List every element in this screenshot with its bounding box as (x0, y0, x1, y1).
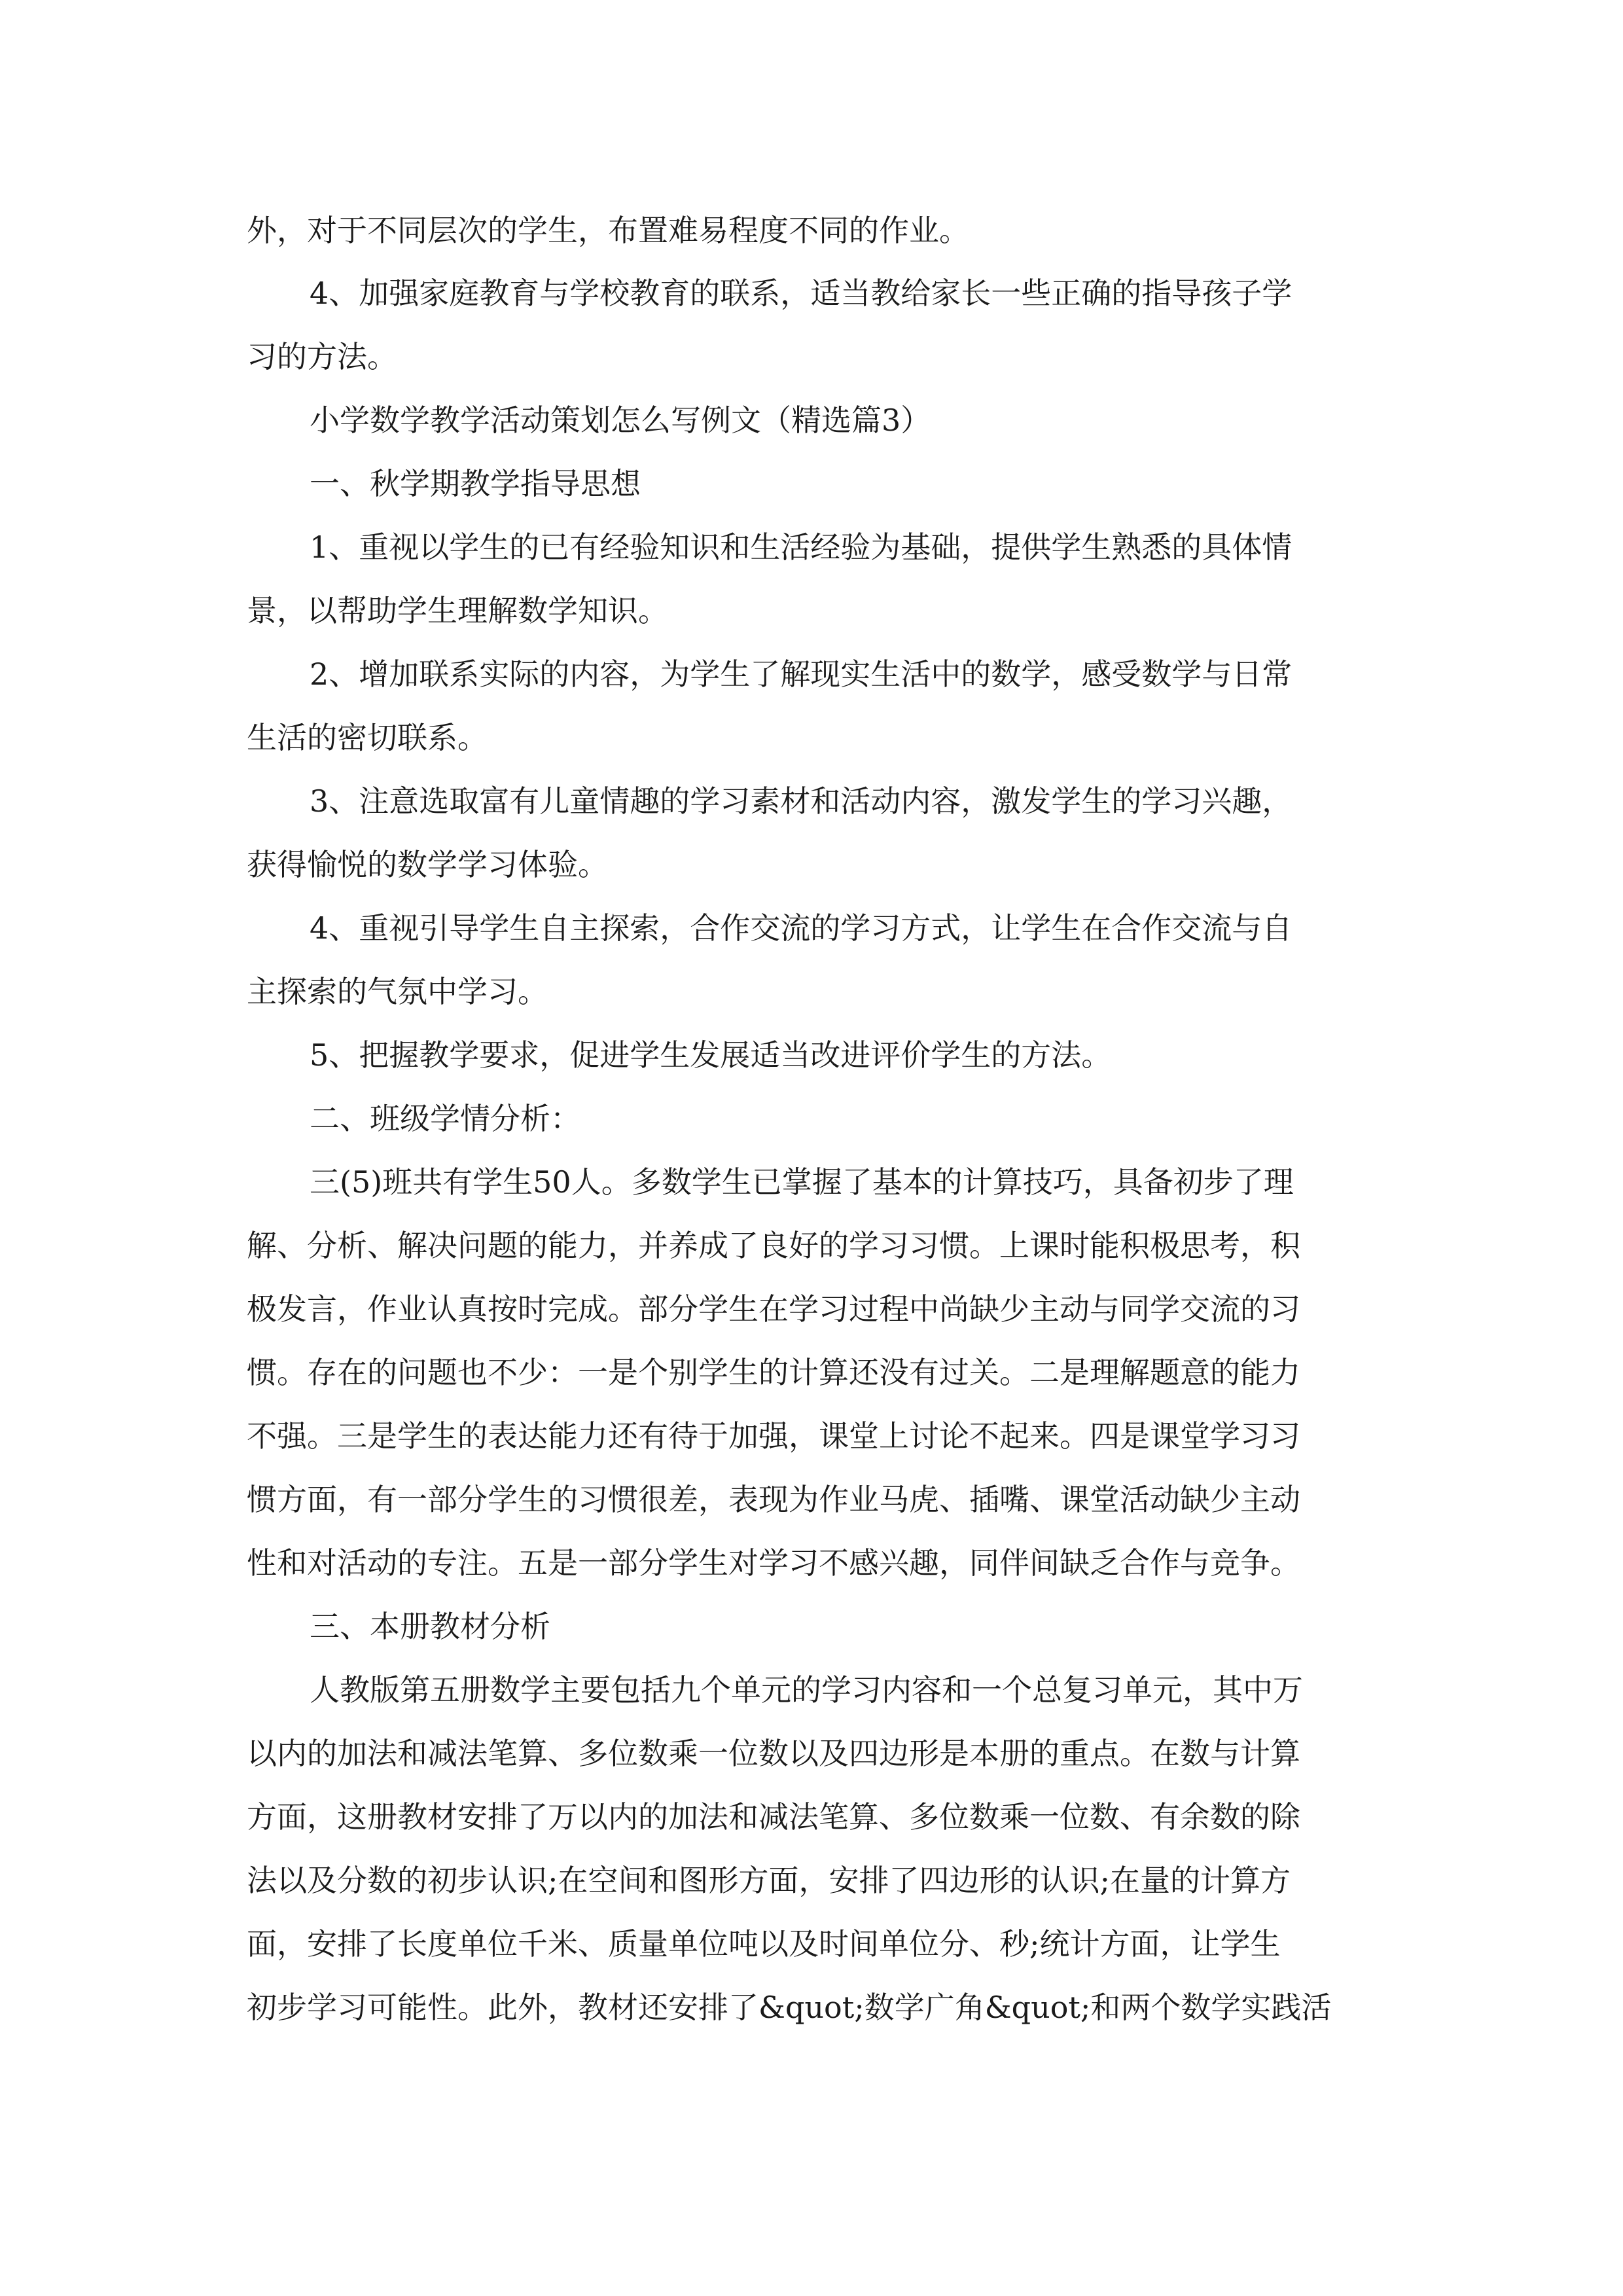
text-line: 习的方法。 (247, 339, 397, 374)
text-line: 不强。三是学生的表达能力还有待于加强，课堂上讨论不起来。四是课堂学习习 (247, 1418, 1300, 1454)
text-line: 1、重视以学生的已有经验知识和生活经验为基础，提供学生熟悉的具体情 (310, 529, 1293, 565)
text-line: 外，对于不同层次的学生，布置难易程度不同的作业。 (247, 213, 969, 248)
text-line: 景，以帮助学生理解数学知识。 (247, 593, 668, 628)
text-line: 解、分析、解决问题的能力，并养成了良好的学习习惯。上课时能积极思考，积 (247, 1228, 1300, 1263)
text-line: 方面，这册教材安排了万以内的加法和减法笔算、多位数乘一位数、有余数的除 (247, 1799, 1300, 1835)
text-line: 惯方面，有一部分学生的习惯很差，表现为作业马虎、插嘴、课堂活动缺少主动 (247, 1482, 1300, 1517)
text-line: 惯。存在的问题也不少：一是个别学生的计算还没有过关。二是理解题意的能力 (247, 1355, 1300, 1390)
text-line: 主探索的气氛中学习。 (247, 974, 548, 1009)
text-line: 获得愉悦的数学学习体验。 (247, 847, 608, 882)
heading: 一、秋学期教学指导思想 (310, 466, 641, 501)
text-line: 极发言，作业认真按时完成。部分学生在学习过程中尚缺少主动与同学交流的习 (247, 1291, 1300, 1327)
text-line: 人教版第五册数学主要包括九个单元的学习内容和一个总复习单元，其中万 (310, 1672, 1303, 1708)
text-line: 法以及分数的初步认识;在空间和图形方面，安排了四边形的认识;在量的计算方 (247, 1863, 1291, 1898)
text-line: 5、把握教学要求，促进学生发展适当改进评价学生的方法。 (310, 1037, 1112, 1073)
text-line: 2、增加联系实际的内容，为学生了解现实生活中的数学，感受数学与日常 (310, 656, 1293, 692)
text-line: 生活的密切联系。 (247, 720, 488, 755)
text-line: 以内的加法和减法笔算、多位数乘一位数以及四边形是本册的重点。在数与计算 (247, 1736, 1300, 1771)
text-line: 三(5)班共有学生50人。多数学生已掌握了基本的计算技巧，具备初步了理 (310, 1164, 1294, 1200)
section-title: 小学数学教学活动策划怎么写例文（精选篇3） (310, 403, 931, 438)
heading: 三、本册教材分析 (310, 1609, 550, 1644)
text-line: 性和对活动的专注。五是一部分学生对学习不感兴趣，同伴间缺乏合作与竞争。 (247, 1545, 1300, 1581)
text-line: 4、加强家庭教育与学校教育的联系，适当教给家长一些正确的指导孩子学 (310, 276, 1293, 311)
text-line: 4、重视引导学生自主探索，合作交流的学习方式，让学生在合作交流与自 (310, 910, 1293, 946)
text-line: 面，安排了长度单位千米、质量单位吨以及时间单位分、秒;统计方面，让学生 (247, 1926, 1281, 1962)
text-line: 3、注意选取富有儿童情趣的学习素材和活动内容，激发学生的学习兴趣， (310, 783, 1293, 819)
heading: 二、班级学情分析： (310, 1101, 580, 1136)
text-line: 初步学习可能性。此外，教材还安排了&quot;数学广角&quot;和两个数学实践活 (247, 1990, 1332, 2025)
